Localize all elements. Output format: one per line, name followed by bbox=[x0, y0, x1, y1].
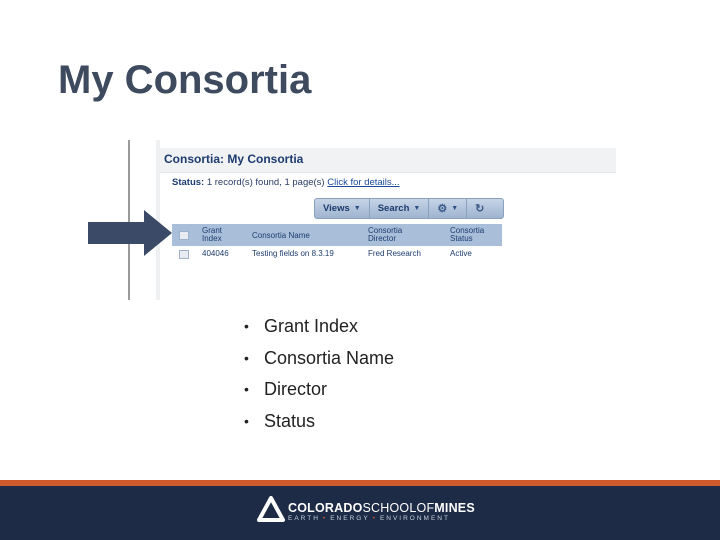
options-button[interactable] bbox=[429, 199, 467, 218]
status-text: 1 record(s) found, 1 page(s) bbox=[206, 177, 325, 188]
footer-accent-line bbox=[0, 480, 720, 486]
column-header-line: Director bbox=[368, 234, 397, 243]
table-row[interactable] bbox=[172, 247, 502, 261]
tagline-word: ENVIRONMENT bbox=[379, 515, 450, 522]
brand-tagline bbox=[288, 515, 450, 522]
tagline-word: ENERGY bbox=[330, 515, 370, 522]
details-link[interactable]: Click for details... bbox=[327, 177, 400, 188]
separator-dot-icon: • bbox=[372, 515, 377, 522]
chevron-down-icon: ▼ bbox=[413, 205, 421, 212]
cell-director: Fred Research bbox=[368, 249, 421, 258]
column-header-line: Consortia bbox=[368, 226, 403, 235]
column-header-line: Status bbox=[450, 234, 473, 243]
column-header-line: Grant bbox=[202, 226, 223, 235]
brand-part: MINES bbox=[434, 501, 475, 515]
grid-header-row bbox=[172, 224, 502, 246]
column-header-status[interactable] bbox=[450, 227, 502, 243]
brand-wordmark bbox=[288, 501, 475, 515]
select-all-checkbox[interactable] bbox=[179, 231, 189, 240]
refresh-icon: ↻ bbox=[475, 203, 485, 215]
status-line bbox=[172, 177, 400, 188]
embedded-screenshot bbox=[128, 140, 616, 300]
pointer-arrow bbox=[88, 210, 172, 256]
column-header-director[interactable] bbox=[368, 227, 428, 243]
column-header-grant-index[interactable] bbox=[202, 227, 242, 243]
row-checkbox[interactable] bbox=[179, 250, 189, 259]
screenshot-panel bbox=[156, 140, 616, 300]
brand-part: SCHOOL bbox=[362, 501, 417, 515]
search-button[interactable] bbox=[370, 199, 430, 218]
list-item: • Grant Index bbox=[244, 312, 394, 344]
list-item: • Consortia Name bbox=[244, 344, 394, 376]
chevron-down-icon: ▼ bbox=[353, 205, 361, 212]
grid-toolbar bbox=[314, 198, 504, 219]
options-icon: ⚙ bbox=[437, 203, 448, 215]
slide-title: My Consortia bbox=[58, 58, 312, 102]
search-label: Search bbox=[377, 203, 410, 214]
cell-status: Active bbox=[450, 249, 472, 258]
screenshot-header bbox=[160, 148, 616, 173]
views-button[interactable] bbox=[315, 199, 370, 218]
column-list bbox=[244, 312, 394, 438]
separator-dot-icon: • bbox=[322, 515, 328, 522]
brand-part: OF bbox=[416, 501, 435, 515]
cell-grant-index[interactable]: 404046 bbox=[202, 249, 229, 258]
views-label: Views bbox=[323, 203, 350, 214]
list-item: • Director bbox=[244, 375, 394, 407]
screenshot-title: Consortia: My Consortia bbox=[164, 152, 304, 166]
brand-part: COLORADO bbox=[288, 501, 363, 515]
mines-logo-icon bbox=[256, 496, 286, 526]
chevron-down-icon: ▼ bbox=[451, 205, 459, 212]
column-header-line: Consortia bbox=[450, 226, 485, 235]
column-header-line: Consortia Name bbox=[252, 231, 310, 240]
status-label: Status: bbox=[172, 177, 205, 188]
column-header-line: Index bbox=[202, 234, 222, 243]
column-header-consortia-name[interactable] bbox=[252, 232, 362, 240]
cell-consortia-name[interactable]: Testing fields on 8.3.19 bbox=[252, 249, 334, 258]
list-item: • Status bbox=[244, 407, 394, 439]
refresh-button[interactable] bbox=[467, 199, 492, 218]
tagline-word: EARTH bbox=[288, 515, 320, 522]
